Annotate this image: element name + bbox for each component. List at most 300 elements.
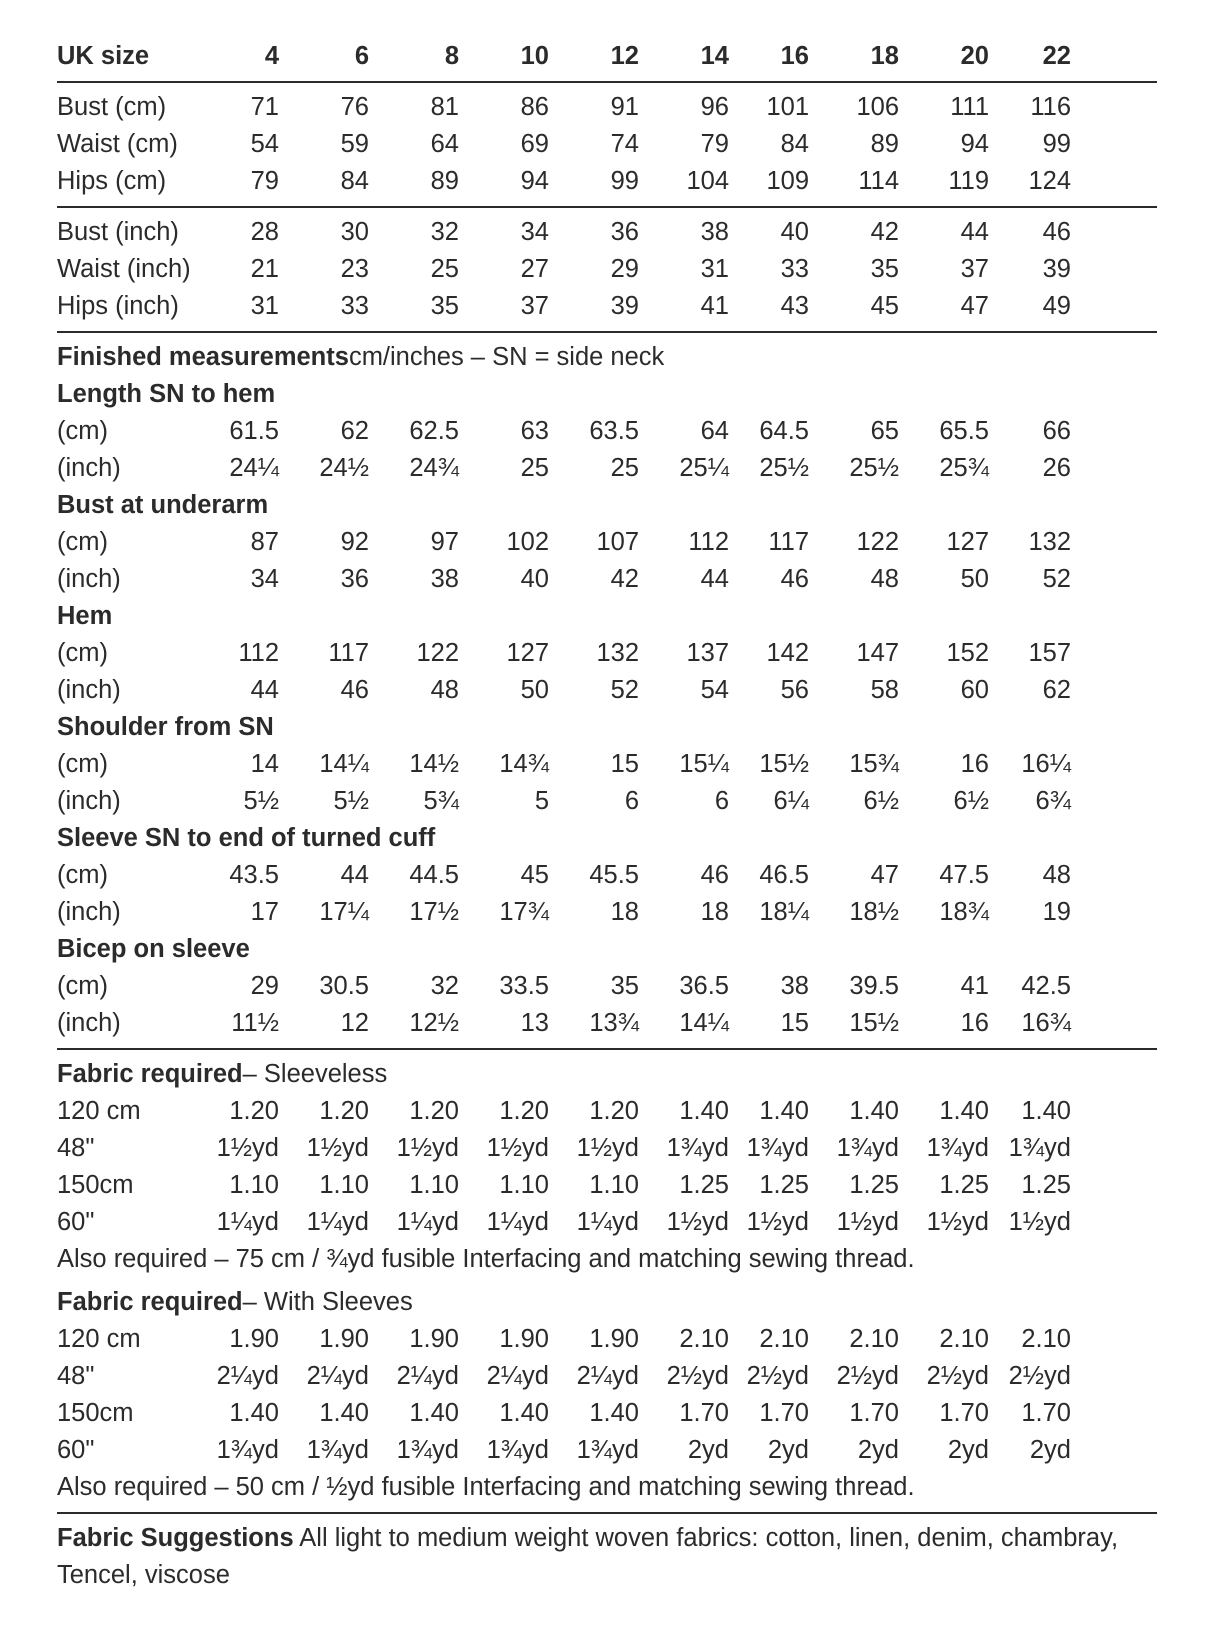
cell-value: 1¼yd [576,1208,639,1236]
table-row [57,857,1157,894]
fabric-sleeves-title-rest: – With Sleeves [242,1288,413,1316]
cell-value: 79 [700,130,729,158]
table-row [57,1395,1157,1432]
cell-value: 117 [328,639,369,667]
cell-value: 45 [520,861,549,889]
cell-value: 1.70 [849,1399,899,1427]
cell-value: 1.70 [1021,1399,1071,1427]
cell-value: 94 [520,167,549,195]
cell-value: 36 [340,565,369,593]
table-row [57,1204,1157,1241]
cell-value: 2½yd [926,1362,989,1390]
cell-value: 1¾yd [306,1436,369,1464]
cell-value: 117 [768,528,809,556]
cell-value: 6½ [953,787,989,815]
cell-value: 25 [430,255,459,283]
cell-value: 109 [766,167,809,195]
row-label: (cm) [57,417,108,445]
size-value: 20 [960,42,989,70]
cell-value: 54 [700,676,729,704]
cell-value: 60 [960,676,989,704]
cell-value: 2.10 [939,1325,989,1353]
cell-value: 1.90 [589,1325,639,1353]
cell-value: 2½yd [836,1362,899,1390]
table-row [57,1432,1157,1469]
row-label: (inch) [57,676,121,704]
cell-value: 14 [250,750,279,778]
cell-value: 42 [610,565,639,593]
cell-value: 11½ [231,1009,279,1037]
cell-value: 36.5 [679,972,729,1000]
size-header-row [57,38,1157,75]
cell-value: 1¾yd [746,1134,809,1162]
size-value: 18 [870,42,899,70]
divider [57,206,1157,208]
cell-value: 1.40 [759,1097,809,1125]
cell-value: 62.5 [409,417,459,445]
measurement-group-title: Bust at underarm [57,491,269,519]
measurement-group-header [57,931,1157,968]
cell-value: 137 [686,639,729,667]
fabric-suggestions-text: All light to medium weight woven fabrics: cotton, linen, denim, chambray, Tencel, viscose [57,1524,1119,1589]
table-row [57,672,1157,709]
cell-value: 89 [430,167,459,195]
cell-value: 33 [780,255,809,283]
cell-value: 1.10 [229,1171,279,1199]
size-header-section [57,38,1157,75]
cell-value: 1.90 [319,1325,369,1353]
cell-value: 18¼ [759,898,809,926]
cell-value: 46 [340,676,369,704]
fabric-sleeves-title-bold: Fabric required [57,1288,243,1316]
measurement-group-header [57,820,1157,857]
cell-value: 54 [250,130,279,158]
cell-value: 1½yd [486,1134,549,1162]
cell-value: 44 [700,565,729,593]
table-row [57,746,1157,783]
cell-value: 132 [1028,528,1071,556]
row-label: Hips (inch) [57,292,179,320]
cell-value: 18 [700,898,729,926]
cell-value: 1.70 [939,1399,989,1427]
size-value: 16 [780,42,809,70]
cell-value: 30.5 [319,972,369,1000]
cell-value: 1.20 [589,1097,639,1125]
cell-value: 1¾yd [396,1436,459,1464]
cell-value: 47 [960,292,989,320]
cell-value: 35 [430,292,459,320]
measurement-group-header [57,598,1157,635]
cell-value: 99 [1042,130,1071,158]
cell-value: 1.25 [939,1171,989,1199]
row-label: Bust (cm) [57,93,167,121]
cell-value: 25½ [849,454,899,482]
fabric-sleeveless-title-rest: – Sleeveless [242,1060,388,1088]
cell-value: 12 [340,1009,369,1037]
cell-value: 50 [960,565,989,593]
cell-value: 14¼ [319,750,369,778]
cell-value: 17 [250,898,279,926]
cell-value: 37 [520,292,549,320]
cell-value: 106 [856,93,899,121]
cell-value: 46.5 [759,861,809,889]
cell-value: 13¾ [589,1009,639,1037]
cell-value: 52 [610,676,639,704]
cell-value: 116 [1030,93,1071,121]
cell-value: 2yd [687,1436,729,1464]
cell-value: 17¾ [499,898,549,926]
divider [57,81,1157,83]
cell-value: 24¼ [229,454,279,482]
row-label: (cm) [57,528,108,556]
cell-value: 38 [700,218,729,246]
cell-value: 157 [1028,639,1071,667]
cell-value: 63.5 [589,417,639,445]
cell-value: 16¼ [1021,750,1071,778]
cell-value: 119 [948,167,989,195]
table-row [57,1093,1157,1130]
cell-value: 62 [1042,676,1071,704]
cell-value: 32 [430,972,459,1000]
cell-value: 102 [506,528,549,556]
cell-value: 84 [780,130,809,158]
cell-value: 1.40 [939,1097,989,1125]
row-label: (inch) [57,898,121,926]
table-row [57,89,1157,126]
size-value: 10 [520,42,549,70]
cell-value: 1.40 [229,1399,279,1427]
cell-value: 18¾ [939,898,989,926]
cell-value: 71 [250,93,279,121]
size-value: 14 [700,42,729,70]
cell-value: 46 [700,861,729,889]
cell-value: 61.5 [229,417,279,445]
cell-value: 1.20 [499,1097,549,1125]
cell-value: 104 [686,167,729,195]
cell-value: 13 [520,1009,549,1037]
cell-value: 1.10 [409,1171,459,1199]
finished-groups [57,376,1157,1042]
cell-value: 91 [610,93,639,121]
cell-value: 2.10 [759,1325,809,1353]
cell-value: 2yd [947,1436,989,1464]
cell-value: 1½yd [926,1208,989,1236]
cell-value: 25¾ [939,454,989,482]
cell-value: 1½yd [746,1208,809,1236]
cell-value: 1.40 [499,1399,549,1427]
cell-value: 99 [610,167,639,195]
cell-value: 48 [870,565,899,593]
cell-value: 43 [780,292,809,320]
cell-value: 1.40 [1021,1097,1071,1125]
cell-value: 15¼ [679,750,729,778]
fabric-sleeveless-title-bold: Fabric required [57,1060,243,1088]
cell-value: 107 [596,528,639,556]
cell-value: 35 [610,972,639,1000]
fabric-sleeveless-title [57,1056,1157,1093]
divider [57,1048,1157,1050]
cell-value: 1½yd [666,1208,729,1236]
cell-value: 42 [870,218,899,246]
cell-value: 46 [1042,218,1071,246]
cell-value: 2¼yd [216,1362,279,1390]
size-value: 8 [444,42,459,70]
fabric-sleeveless-note: Also required – 75 cm / ¾yd fusible Interfacing and matching sewing thread. [57,1245,915,1273]
row-label: (cm) [57,639,108,667]
cell-value: 12½ [409,1009,459,1037]
table-row [57,214,1157,251]
cell-value: 31 [250,292,279,320]
cell-value: 147 [856,639,899,667]
cell-value: 23 [340,255,369,283]
cell-value: 1.10 [499,1171,549,1199]
cell-value: 142 [766,639,809,667]
cell-value: 25 [520,454,549,482]
cell-value: 2½yd [1008,1362,1071,1390]
table-row [57,561,1157,598]
row-label: Waist (cm) [57,130,178,158]
cell-value: 97 [430,528,459,556]
size-value: 6 [354,42,369,70]
table-row [57,524,1157,561]
cell-value: 1½yd [396,1134,459,1162]
cell-value: 44 [250,676,279,704]
cell-value: 28 [250,218,279,246]
cell-value: 1.25 [679,1171,729,1199]
row-label: (cm) [57,972,108,1000]
cell-value: 1.20 [229,1097,279,1125]
cell-value: 74 [610,130,639,158]
fabric-sleeveless-section [57,1056,1157,1278]
row-label: (inch) [57,454,121,482]
table-row [57,288,1157,325]
cell-value: 34 [520,218,549,246]
cell-value: 32 [430,218,459,246]
cell-value: 2.10 [679,1325,729,1353]
cell-value: 1¾yd [666,1134,729,1162]
cell-value: 34 [250,565,279,593]
cell-value: 16 [960,1009,989,1037]
cell-value: 21 [250,255,279,283]
cell-value: 84 [340,167,369,195]
row-label: (inch) [57,565,121,593]
cell-value: 76 [340,93,369,121]
cell-value: 92 [340,528,369,556]
cell-value: 65 [870,417,899,445]
table-row [57,1167,1157,1204]
cell-value: 86 [520,93,549,121]
cell-value: 2½yd [666,1362,729,1390]
cell-value: 29 [250,972,279,1000]
table-row [57,1130,1157,1167]
cell-value: 5¾ [423,787,459,815]
size-value: 4 [264,42,279,70]
cell-value: 24½ [319,454,369,482]
cell-value: 1.10 [319,1171,369,1199]
cell-value: 44.5 [409,861,459,889]
cell-value: 64.5 [759,417,809,445]
cell-value: 14¼ [679,1009,729,1037]
cell-value: 127 [506,639,549,667]
measurement-group-title: Bicep on sleeve [57,935,250,963]
cell-value: 1½yd [836,1208,899,1236]
cell-value: 2¼yd [306,1362,369,1390]
cell-value: 1½yd [576,1134,639,1162]
cell-value: 1.25 [1021,1171,1071,1199]
finished-title-rest: cm/inches – SN = side neck [348,343,665,371]
cell-value: 15½ [849,1009,899,1037]
finished-measurements-section [57,339,1157,1042]
row-label: (cm) [57,861,108,889]
cell-value: 2¼yd [396,1362,459,1390]
cell-value: 16 [960,750,989,778]
row-label: (inch) [57,1009,121,1037]
row-label: Hips (cm) [57,167,167,195]
cell-value: 48 [430,676,459,704]
cell-value: 1½yd [1008,1208,1071,1236]
cell-value: 152 [946,639,989,667]
table-row [57,450,1157,487]
body-cm-section [57,89,1157,200]
row-label: (cm) [57,750,108,778]
table-row [57,635,1157,672]
cell-value: 2.10 [849,1325,899,1353]
row-label: 120 cm [57,1097,141,1125]
measurement-group-title: Sleeve SN to end of turned cuff [57,824,436,852]
cell-value: 44 [960,218,989,246]
cell-value: 29 [610,255,639,283]
cell-value: 111 [950,93,989,121]
table-row [57,163,1157,200]
cell-value: 1¼yd [396,1208,459,1236]
cell-value: 87 [250,528,279,556]
cell-value: 6 [624,787,639,815]
row-label: 48" [57,1134,95,1162]
cell-value: 63 [520,417,549,445]
cell-value: 46 [780,565,809,593]
cell-value: 56 [780,676,809,704]
cell-value: 96 [700,93,729,121]
cell-value: 25 [610,454,639,482]
cell-value: 1.70 [759,1399,809,1427]
cell-value: 132 [596,639,639,667]
cell-value: 1.40 [679,1097,729,1125]
cell-value: 1.90 [229,1325,279,1353]
cell-value: 41 [700,292,729,320]
cell-value: 38 [430,565,459,593]
cell-value: 1¼yd [306,1208,369,1236]
cell-value: 49 [1042,292,1071,320]
row-label: Bust (inch) [57,218,179,246]
cell-value: 33 [340,292,369,320]
cell-value: 24¾ [409,454,459,482]
cell-value: 2yd [857,1436,899,1464]
cell-value: 42.5 [1021,972,1071,1000]
cell-value: 1.90 [409,1325,459,1353]
cell-value: 17½ [409,898,459,926]
cell-value: 1.40 [849,1097,899,1125]
cell-value: 5½ [333,787,369,815]
cell-value: 6 [714,787,729,815]
cell-value: 1¼yd [216,1208,279,1236]
fabric-sleeveless-rows [57,1093,1157,1241]
measurement-group-title: Shoulder from SN [57,713,274,741]
cell-value: 114 [858,167,899,195]
cell-value: 25¼ [679,454,729,482]
fabric-suggestions [57,1520,1157,1594]
cell-value: 14½ [409,750,459,778]
fabric-suggestions-title: Fabric Suggestions [57,1524,294,1552]
divider [57,1512,1157,1514]
cell-value: 62 [340,417,369,445]
cell-value: 127 [946,528,989,556]
cell-value: 30 [340,218,369,246]
cell-value: 18½ [849,898,899,926]
cell-value: 69 [520,130,549,158]
cell-value: 26 [1042,454,1071,482]
cell-value: 44 [340,861,369,889]
cell-value: 112 [688,528,729,556]
table-row [57,1005,1157,1042]
cell-value: 2yd [767,1436,809,1464]
cell-value: 1¾yd [1008,1134,1071,1162]
cell-value: 1¾yd [486,1436,549,1464]
cell-value: 15 [610,750,639,778]
cell-value: 15 [780,1009,809,1037]
cell-value: 47.5 [939,861,989,889]
cell-value: 79 [250,167,279,195]
cell-value: 101 [766,93,809,121]
cell-value: 94 [960,130,989,158]
cell-value: 5 [534,787,549,815]
row-label: 150cm [57,1399,134,1427]
finished-title-bold: Finished measurements [57,343,349,371]
cell-value: 1¾yd [576,1436,639,1464]
cell-value: 58 [870,676,899,704]
cell-value: 1.90 [499,1325,549,1353]
cell-value: 2¼yd [486,1362,549,1390]
cell-value: 1¼yd [486,1208,549,1236]
size-value: 22 [1042,42,1071,70]
table-row [57,126,1157,163]
measurement-group-header [57,709,1157,746]
finished-measurements-title [57,339,1157,376]
cell-value: 1.20 [409,1097,459,1125]
row-label: (inch) [57,787,121,815]
cell-value: 25½ [759,454,809,482]
cell-value: 50 [520,676,549,704]
cell-value: 36 [610,218,639,246]
cell-value: 45 [870,292,899,320]
cell-value: 112 [238,639,279,667]
row-label: Waist (inch) [57,255,191,283]
cell-value: 64 [430,130,459,158]
size-chart [57,38,1157,1594]
cell-value: 38 [780,972,809,1000]
cell-value: 122 [416,639,459,667]
cell-value: 15¾ [849,750,899,778]
cell-value: 124 [1028,167,1071,195]
table-row [57,1321,1157,1358]
cell-value: 48 [1042,861,1071,889]
cell-value: 1.20 [319,1097,369,1125]
cell-value: 2½yd [746,1362,809,1390]
cell-value: 64 [700,417,729,445]
cell-value: 14¾ [499,750,549,778]
measurement-group-header [57,487,1157,524]
cell-value: 35 [870,255,899,283]
cell-value: 1.40 [319,1399,369,1427]
